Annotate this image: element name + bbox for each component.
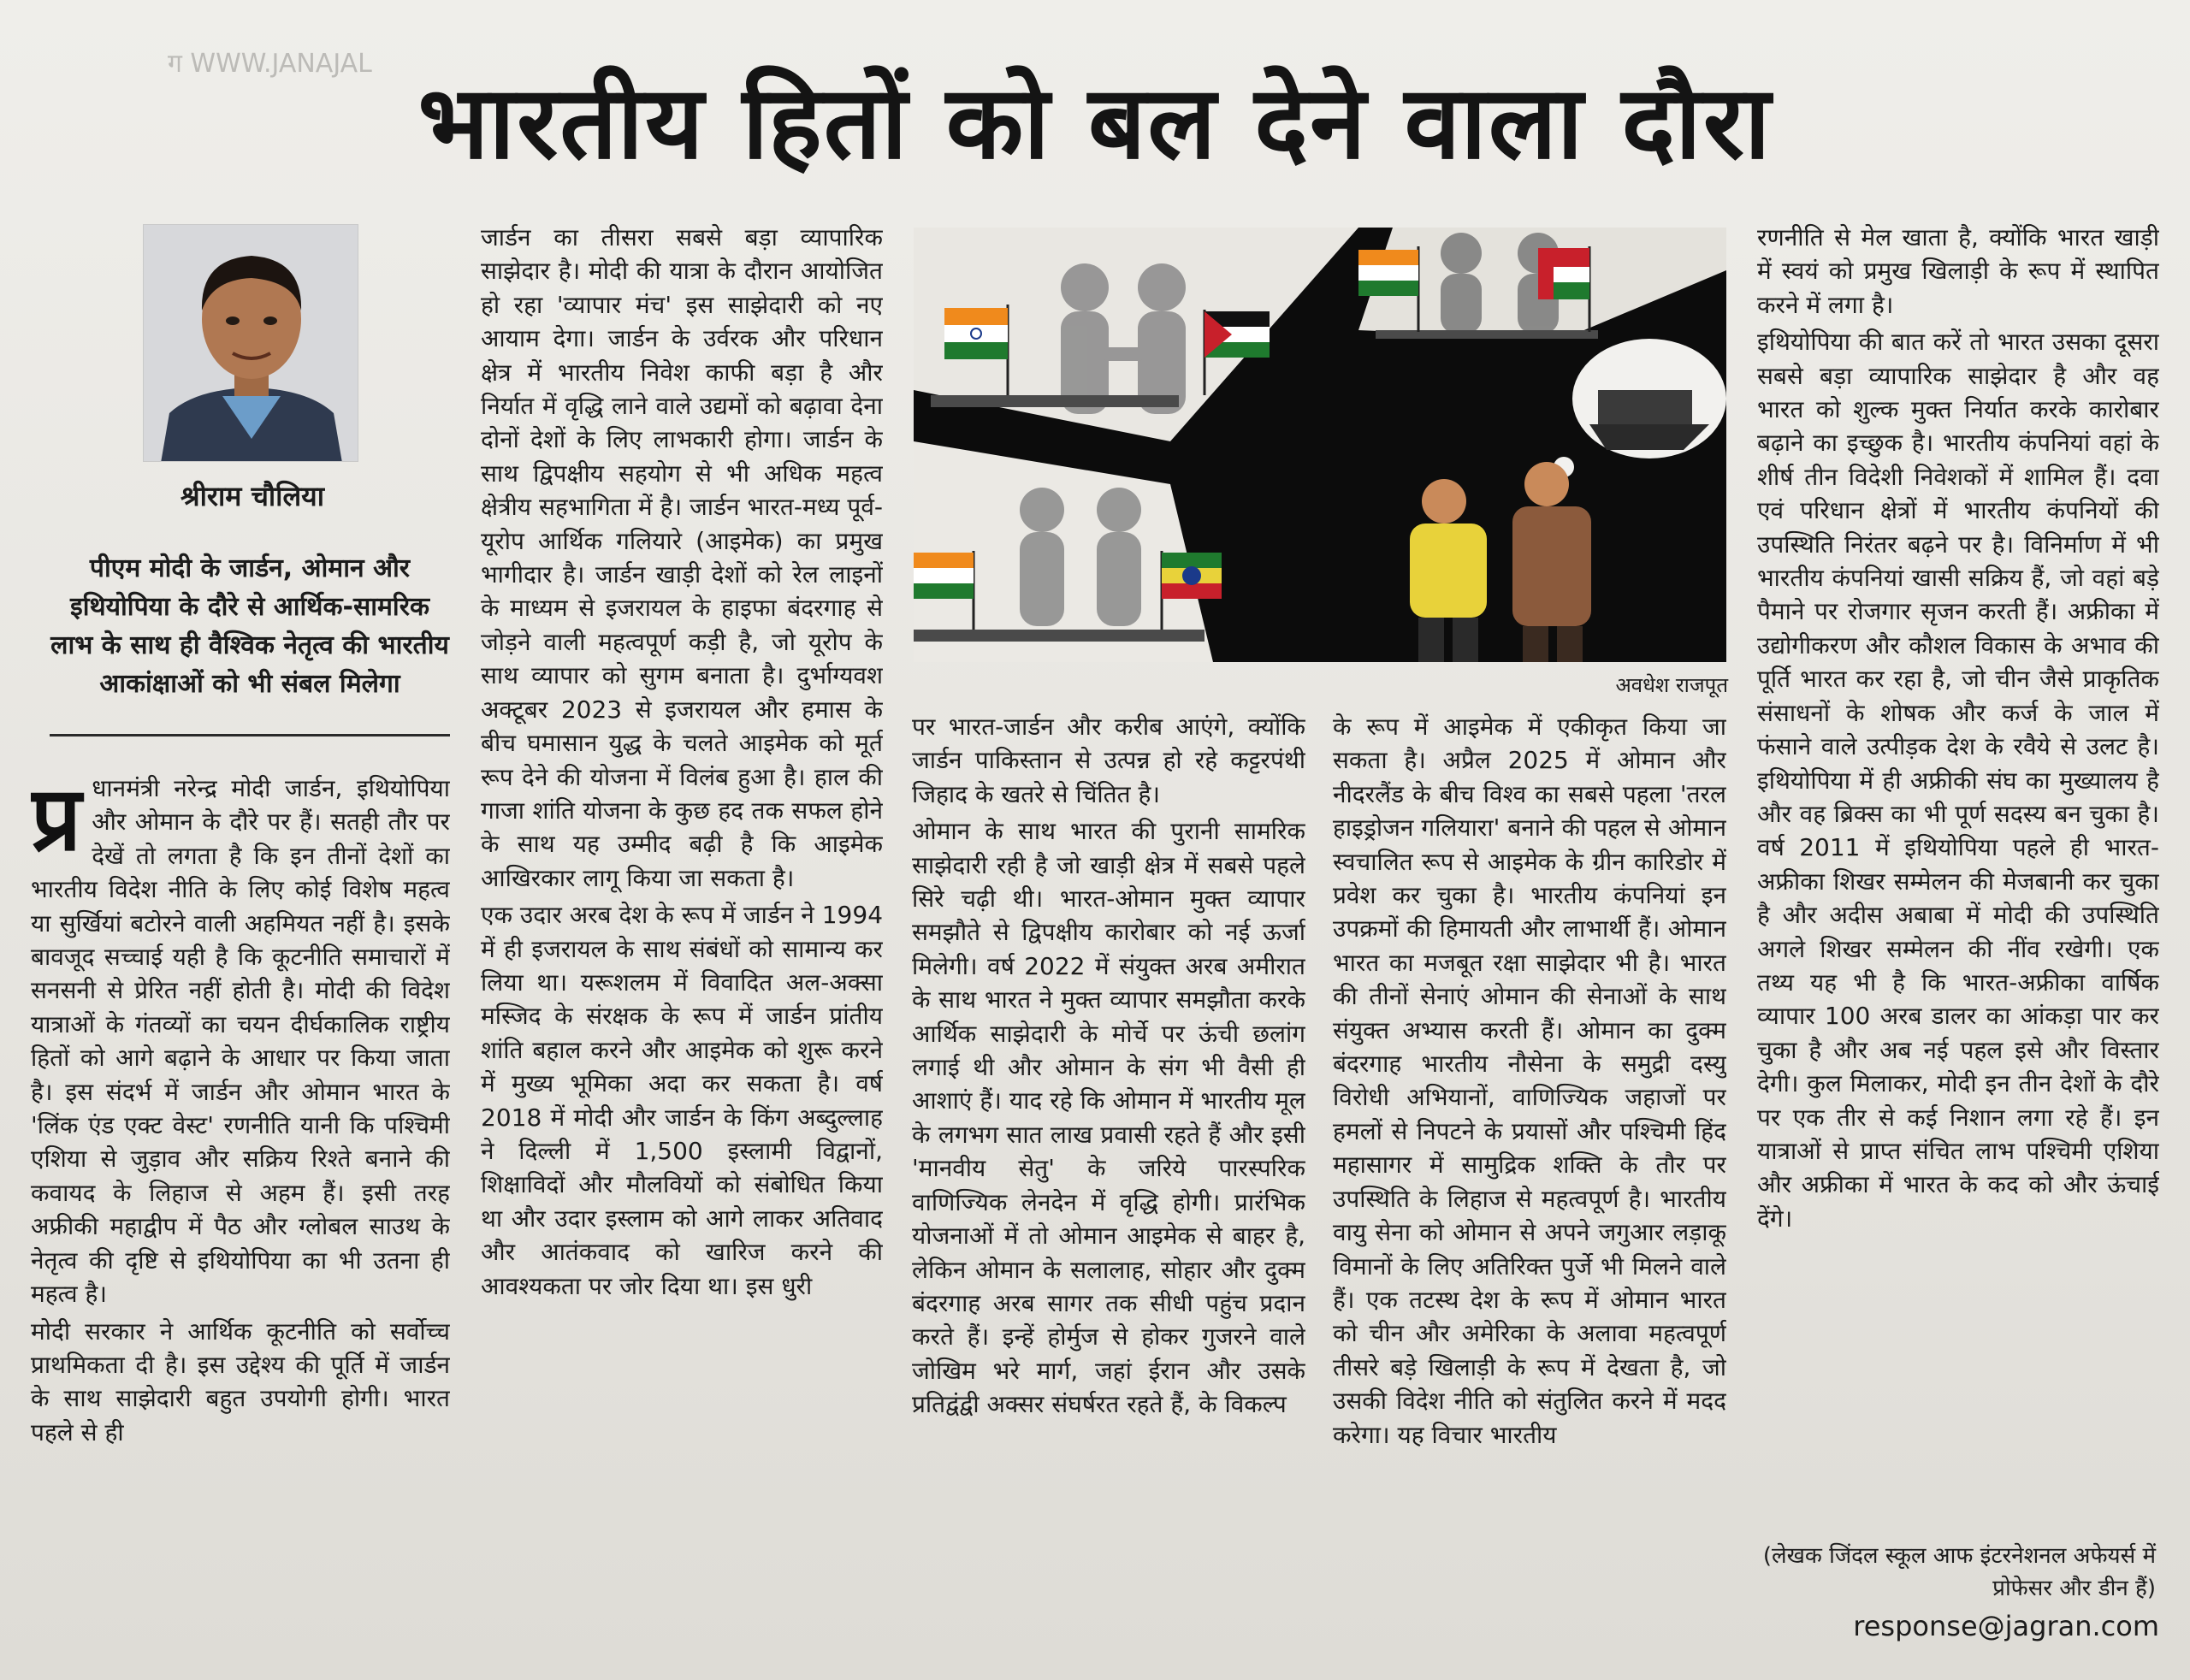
- author-photo: [143, 224, 358, 462]
- paragraph: ओमान के साथ भारत की पुरानी सामरिक साझेदारी रही है जो खाड़ी क्षेत्र में सबसे पहले सिरे चढ़ी थी। भारत-ओमान मुक्त व्यापार समझौते से द्विपक्षीय कारोबार को नई ऊर्जा मिलेगी। वर्ष 2022 में संयुक्त अरब अमीरात के साथ भारत ने मुक्त व्यापार समझौता करके आर्थिक साझेदारी के मोर्चे पर ऊंची छलांग लगाई थी और ओमान के संग भी वैसी ही आशाएं हैं। याद रहे कि ओमान में भारतीय मूल के लगभग सात लाख प्रवासी रहते हैं और इसी 'मानवीय सेतु' के जरिये पारस्परिक वाणिज्यिक लेनदेन में वृद्धि होगी। प्रारंभिक योजनाओं में तो ओमान आइमेक से बाहर है, लेकिन ओमान के सलालाह, सोहार और दुक्म बंदरगाह अरब सागर तक सीधी पहुंच प्रदान करते हैं। इन्हें होर्मुज से होकर गुजरने वाले जोखिम भरे मार्ग, जहां ईरान और उसके प्रतिद्वंद्वी अक्सर संघर्षरत रहते हैं, के विकल्प: [912, 817, 1305, 1419]
- masthead-fragment: ग WWW.JANAJAL: [168, 49, 372, 79]
- author-note: (लेखक जिंदल स्कूल आफ इंटरनेशनल अफेयर्स में प्रोफेसर और डीन हैं): [1762, 1543, 2156, 1601]
- article-column-1: [31, 772, 450, 1661]
- divider: [50, 734, 450, 736]
- article-column-4: [1333, 710, 1726, 1668]
- paragraph: मोदी सरकार ने आर्थिक कूटनीति को सर्वोच्च प्राथमिकता दी है। इस उद्देश्य की पूर्ति में जार्डन के साथ साझेदारी बहुत उपयोगी होगी। भारत पहले से ही: [31, 1316, 450, 1446]
- illustration-graphic: [914, 228, 1726, 662]
- contact-email: response@jagran.com: [1853, 1610, 2159, 1642]
- paragraph: के रूप में आइमेक में एकीकृत किया जा सकता है। अप्रैल 2025 में ओमान और नीदरलैंड के बीच विश्व का सबसे पहला 'तरल हाइड्रोजन गलियारा' बनाने की पहल से ओमान स्वचालित रूप से आइमेक के ग्रीन कारिडोर में प्रवेश कर चुका है। भारतीय कंपनियां इन उपक्रमों की हिमायती और लाभार्थी हैं। ओमान भारत का मजबूत रक्षा साझेदार भी है। भारत की तीनों सेनाएं ओमान की सेनाओं के साथ संयुक्त अभ्यास करती हैं। ओमान का दुक्म बंदरगाह भारतीय नौसेना के समुद्री दस्यु विरोधी अभियानों, वाणिज्यिक जहाजों पर हमलों से निपटने के प्रयासों और पश्चिमी हिंद महासागर में सामुद्रिक शक्ति के तौर पर उपस्थिति के लिहाज से महत्वपूर्ण है। भारतीय वायु सेना को ओमान से अपने जगुआर लड़ाकू विमानों के लिए अतिरिक्त पुर्जे भी मिलने वाले हैं। एक तटस्थ देश के रूप में ओमान भारत को चीन और अमेरिका के अलावा महत्वपूर्ण तीसरे बड़े खिलाड़ी के रूप में देखता है, जो उसकी विदेश नीति को संतुलित करने में मदद करेगा। यह विचार भारतीय: [1333, 713, 1726, 1449]
- illustration-credit: अवधेश राजपूत: [1615, 673, 1728, 697]
- author-portrait-icon: [144, 225, 358, 462]
- article-column-2: [481, 221, 883, 1666]
- page-title: भारतीय हितों को बल देने वाला दौरा: [417, 63, 1773, 181]
- editorial-illustration: [914, 228, 1726, 662]
- paragraph: [31, 772, 450, 1311]
- article-column-5: [1757, 221, 2159, 1555]
- paragraph: एक उदार अरब देश के रूप में जार्डन ने 1994 में ही इजरायल के साथ संबंधों को सामान्य कर लिया था। यरूशलम में विवादित अल-अक्सा मस्जिद के संरक्षक के रूप में जार्डन प्रांतीय शांति बहाल करने और आइमेक को शुरू करने में मुख्य भूमिका अदा कर सकता है। वर्ष 2018 में मोदी और जार्डन के किंग अब्दुल्लाह ने दिल्ली में 1,500 इस्लामी विद्वानों, शिक्षाविदों और मौलवियों को संबोधित किया था और उदार इस्लाम को आगे लाकर अतिवाद और आतंकवाद को खारिज करने की आवश्यकता पर जोर दिया था। इस धुरी: [481, 901, 883, 1300]
- article-column-3: [912, 710, 1305, 1668]
- author-name: श्रीराम चौलिया: [180, 480, 325, 512]
- paragraph: इथियोपिया की बात करें तो भारत उसका दूसरा सबसे बड़ा व्यापारिक साझेदार है और वह भारत को शुल्क मुक्त निर्यात करके कारोबार बढ़ाने का इच्छुक है। भारतीय कंपनियां वहां के शीर्ष तीन विदेशी निवेशकों में शामिल हैं। दवा एवं परिधान क्षेत्रों में भारतीय कंपनियों की उपस्थिति निरंतर बढ़ने पर है। विनिर्माण में भी भारतीय कंपनियां खासी सक्रिय हैं, जो वहां बड़े पैमाने पर रोजगार सृजन करती हैं। अफ्रीका में उद्योगीकरण और कौशल विकास के अभाव की पूर्ति भारत कर रहा है, जो चीन जैसे प्राकृतिक संसाधनों के शोषक और कर्ज के जाल में फंसाने वाले उत्पीड़क देश के रवैये से उलट है। इथियोपिया में ही अफ्रीकी संघ का मुख्यालय है और वह ब्रिक्स का भी पूर्ण सदस्य बन चुका है। वर्ष 2011 में इथियोपिया पहले ही भारत-अफ्रीका शिखर सम्मेलन की मेजबानी कर चुका है और अदीस अबाबा में मोदी की उपस्थिति अगले शिखर सम्मेलन की नींव रखेगी। एक तथ्य यह भी है कि भारत-अफ्रीका वार्षिक व्यापार 100 अरब डालर का आंकड़ा पार कर चुका है और अब नई पहल इसे और विस्तार देगी। कुल मिलाकर, मोदी इन तीन देशों के दौरे पर एक तीर से कई निशान लगा रहे हैं। इन यात्राओं से प्राप्त संचित लाभ पश्चिमी एशिया और अफ्रीका में भारत के कद को और ऊंचाई देंगे।: [1757, 328, 2159, 1233]
- paragraph: पर भारत-जार्डन और करीब आएंगे, क्योंकि जार्डन पाकिस्तान से उत्पन्न हो रहे कट्टरपंथी जिहाद के खतरे से चिंतित है।: [912, 713, 1305, 808]
- paragraph: जार्डन का तीसरा सबसे बड़ा व्यापारिक साझेदार है। मोदी की यात्रा के दौरान आयोजित हो रहा 'व्यापार मंच' इस साझेदारी को नए आयाम देगा। जार्डन के उर्वरक और परिधान क्षेत्र में भारतीय निवेश काफी बड़ा है और निर्यात में वृद्धि लाने वाले उद्यमों को बढ़ावा देना दोनों देशों के लिए लाभकारी होगा। जार्डन के साथ द्विपक्षीय सहयोग से भी अधिक महत्व क्षेत्रीय सहभागिता में है। जार्डन भारत-मध्य पूर्व-यूरोप आर्थिक गलियारे (आइमेक) का प्रमुख भागीदार है। जार्डन खाड़ी देशों को रेल लाइनों के माध्यम से इजरायल के हाइफा बंदरगाह से जोड़ने वाली महत्वपूर्ण कड़ी है, जो यूरोप के साथ व्यापार को सुगम बनाता है। दुर्भाग्यवश अक्टूबर 2023 से इजरायल और हमास के बीच घमासान युद्ध के चलते आइमेक को मूर्त रूप देने की योजना में विलंब हुआ है। हाल की गाजा शांति योजना के कुछ हद तक सफल होने के साथ यह उम्मीद बढ़ी है कि आइमेक आखिरकार लागू किया जा सकता है।: [481, 223, 883, 892]
- paragraph: रणनीति से मेल खाता है, क्योंकि भारत खाड़ी में स्वयं को प्रमुख खिलाड़ी के रूप में स्थापित करने में लगा है।: [1757, 223, 2159, 319]
- paragraph-text: धानमंत्री नरेन्द्र मोदी जार्डन, इथियोपिया और ओमान के दौरे पर हैं। सतही तौर पर देखें तो लगता है कि इन तीनों देशों का भारतीय विदेश नीति के लिए कोई विशेष महत्व या सुर्खियां बटोरने वाली अहमियत नहीं है। इसके बावजूद सच्चाई यही है कि कूटनीति समाचारों में सनसनी से प्रेरित नहीं होती है। मोदी की विदेश यात्राओं के गंतव्यों का चयन दीर्घकालिक राष्ट्रीय हितों को आगे बढ़ाने के आधार पर किया जाता है। इस संदर्भ में जार्डन और ओमान भारत के 'लिंक एंड एक्ट वेस्ट' रणनीति यानी कि पश्चिमी एशिया से जुड़ाव और सक्रिय रिश्ते बनाने की कवायद के लिहाज से अहम हैं। इसी तरह अफ्रीकी महाद्वीप में पैठ और ग्लोबल साउथ के नेतृत्व की दृष्टि से इथियोपिया का भी उतना ही महत्व है।: [31, 774, 450, 1309]
- dropcap: प्र: [31, 772, 82, 871]
- article-blurb: पीएम मोदी के जार्डन, ओमान और इथियोपिया के दौरे से आर्थिक-सामरिक लाभ के साथ ही वैश्विक नेतृत्व की भारतीय आकांक्षाओं को भी संबल मिलेगा: [50, 553, 449, 699]
